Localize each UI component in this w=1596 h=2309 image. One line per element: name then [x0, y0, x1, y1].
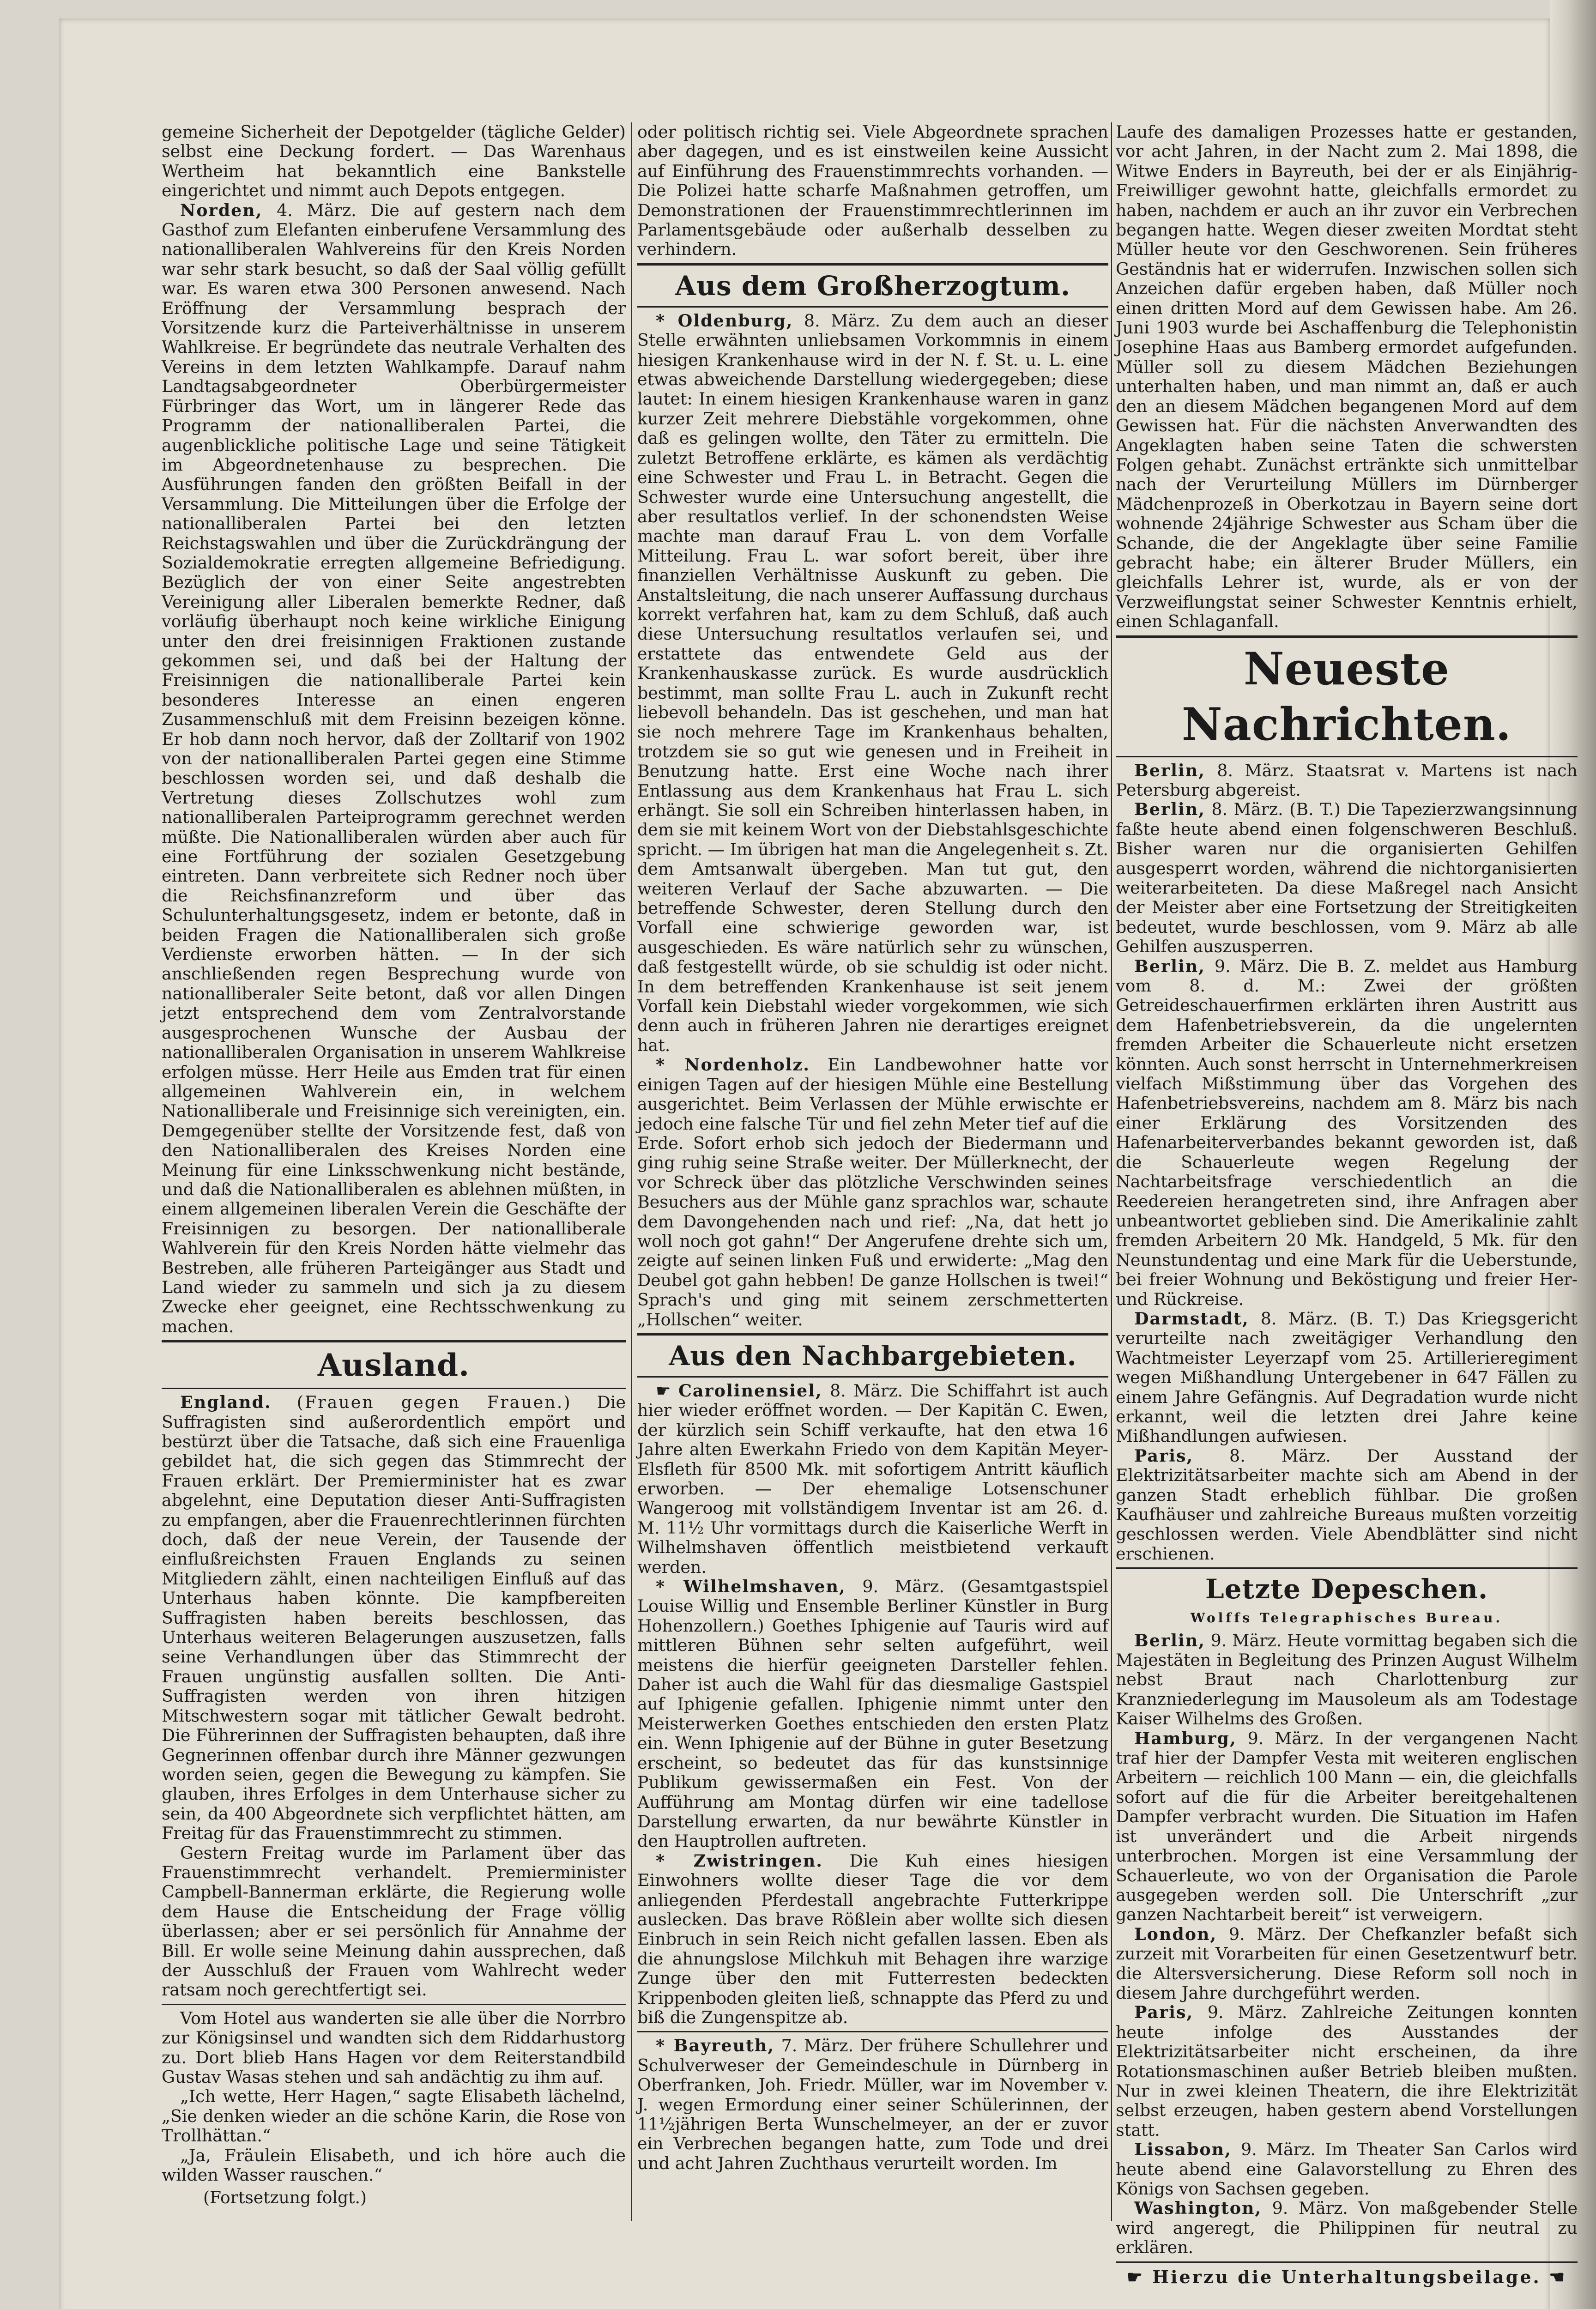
- pointing-hand-icon: ☛: [656, 1380, 671, 1401]
- news-text: 9. März. Der Chefkanzler befaßt sich zurzeit mit Vorarbeiten für einen Gesetzentwurf betr. die Altersversicherung. Diese Reform soll noch in diesem Jahre durchgeführt werden.: [1116, 1924, 1578, 2003]
- article-text: Die Kuh eines hiesigen Einwohners wollte dieser Tage die vor dem anliegenden Pferdestall angebrachte Futterkrippe auslecken. Das brave Rößlein aber wollte sich diesen Einbruch in sein Reich nicht gefallen lassen. Eben als die ahnungslose Milchkuh mit Behagen ihre warzige Zunge über den mit Futterresten bedeckten Krippenboden gleiten ließ, schnappte das Pferd zu und biß die Zungenspitze ab.: [637, 1850, 1108, 2027]
- section-heading-letzte-depeschen: Letzte Depeschen.: [1205, 1573, 1488, 1605]
- dateline: Paris,: [1134, 2002, 1194, 2023]
- news-text: 9. März. Im Theater San Carlos wird heute abend eine Galavorstellung zu Ehren des Königs von Sachsen gegeben.: [1116, 2140, 1578, 2199]
- section-rule: [162, 1388, 626, 1389]
- article-text: 7. März. Der frühere Schullehrer und Schulverweser der Gemeindeschule in Dürnberg in Oberfranken, Joh. Friedr. Müller, war im November v. J. wegen Ermordung einer seiner Schülerinnen, der 11½jährigen Berta Wunschelmeyer, an der er zuvor ein Verbrechen begangen hatte, zum Tode und drei und acht Jahren Zuchthaus verurteilt worden. Im: [637, 2036, 1108, 2173]
- column-rule-2: [1111, 122, 1112, 2221]
- section-rule: [1116, 756, 1578, 757]
- dateline: Lissabon,: [1134, 2140, 1232, 2160]
- news-item: [1116, 2199, 1578, 2257]
- dateline: Washington,: [1134, 2198, 1262, 2218]
- article-carolinensiel: [637, 1381, 1108, 1577]
- paragraph: gemeine Sicherheit der Depotgelder (tägliche Gelder) selbst eine Deckung fordert. — Das Warenhaus Wertheim hat bekanntlich eine Bankstelle eingerichtet und nimmt auch Depots entgegen.: [162, 122, 626, 201]
- subheading: (Frauen gegen Frauen.): [296, 1392, 572, 1413]
- news-text: 9. März. In der vergangenen Nacht traf hier der Dampfer Vesta mit weiteren englischen Arbeitern — reichlich 100 Mann — ein, die gleichfalls sofort auf die für die Arbeiter bereitgehaltenen Dampfer verbracht wurden. Die Situation im Hafen ist unverändert und die Arbeit nirgends unterbrochen. Morgen ist eine Versammlung der Schauerleute, wo von der Organisation die Parole ausgegeben werden soll. Die Unterschrift „zur ganzen Nachtarbeit bereit“ ist verweigern.: [1116, 1728, 1578, 1925]
- dateline: * Oldenburg,: [656, 310, 793, 331]
- story-quote: „Ich wette, Herr Hagen,“ sagte Elisabeth lächelnd, „Sie denken wieder an die schöne Karin, die Rose von Trollhättan.“: [162, 2086, 626, 2146]
- news-text: 9. März. Zahlreiche Zeitungen konnten heute infolge des Ausstandes der Elektrizitätsarbeiter nicht erscheinen, da ihre Rotationsmaschinen außer Betrieb bleiben mußten. Nur in zwei kleinen Theatern, die ihre Elektrizität selbst erzeugen, haben gestern abend Vorstellungen statt.: [1116, 2002, 1578, 2140]
- dateline: Norden,: [180, 200, 263, 220]
- article-text: Ein Landbewohner hatte vor einigen Tagen auf der hiesigen Mühle eine Bestellung ausgerichtet. Beim Verlassen der Mühle erwischte er jedoch eine falsche Tür und fiel zehn Meter tief auf die Erde. Sofort erhob sich jedoch der Biedermann und ging ruhig seine Straße weiter. Der Müllerknecht, der vor Schreck über das plötzliche Verschwinden seines Besuchers aus der Mühle ganz sprachlos war, schaute dem Davongehenden nach und rief: „Na, dat hett jo woll noch got gahn!“ Der Angerufene drehte sich um, zeigte auf seinen linken Fuß und erwiderte: „Mag den Deubel got gahn hebben! De ganze Hollschen is twei!“ Sprach's und ging mit seinem zerschmetterten „Hollschen“ weiter.: [637, 1055, 1108, 1330]
- dateline: * Wilhelmshaven,: [656, 1577, 846, 1597]
- section-rule: [637, 2031, 1108, 2032]
- news-text: 9. März. Die B. Z. meldet aus Hamburg vom 8. d. M.: Zwei der größten Getreideschauerfirmen erklärten ihren Austritt aus dem Hafenbetriebsverein, da die ungelernten fremden Arbeiter die Schauerleute nicht ersetzen könnten. Auch sonst herrscht in Unternehmerkreisen vielfach Mißstimmung über das Vorgehen des Hafenbetriebsvereins, nachdem am 8. März bis nach einer Erklärung des Vorsitzenden des Hafenarbeiterverbandes bekannt geworden ist, daß die Schauerleute wegen Regelung der Nachtarbeitsfrage verschiedentlich an die Reedereien herangetreten sind, ihre Anfragen aber unbeantwortet geblieben sind. Die Amerikalinie zahlt fremden Arbeitern 20 Mk. Handgeld, 5 Mk. für den Neunstundentag und eine Mark für die Ueberstunde, bei freier Wohnung und Beköstigung und freier Her- und Rückreise.: [1116, 956, 1578, 1309]
- news-text: 8. März. Staatsrat v. Martens ist nach Petersburg abgereist.: [1116, 760, 1578, 800]
- news-item: [1116, 1729, 1578, 1925]
- article-nordenholz: [637, 1055, 1108, 1330]
- story-paragraph: Vom Hotel aus wanderten sie alle über die Norrbro zur Königsinsel und wandten sich dem Riddarhustorg zu. Dort blieb Hans Hagen vor dem Reiterstandbild Gustav Wasas stehen und sah andächtig zu ihm auf.: [162, 2008, 626, 2087]
- news-text: 9. März. Heute vormittag begaben sich die Majestäten in Begleitung des Prinzen August Wilhelm nebst Braut nach Charlottenburg zur Kranzniederlegung im Mausoleum als am Todestage Kaiser Wilhelms des Großen.: [1116, 1630, 1578, 1729]
- news-item: [1116, 1446, 1578, 1564]
- pointing-hand-icon: ☚: [1549, 2266, 1567, 2287]
- news-text: 8. März. Der Ausstand der Elektrizitätsarbeiter machte sich am Abend in der ganzen Stadt erheblich fühlbar. Die großen Kaufhäuser und zahlreiche Bureaus mußten vorzeitig geschlossen werden. Viele Abendblätter sind nicht erschienen.: [1116, 1445, 1578, 1564]
- paragraph: oder politisch richtig sei. Viele Abgeordnete sprachen aber dagegen, und es ist einstweilen keine Aussicht auf Einführung des Frauenstimmrechts vorhanden. — Die Polizei hatte scharfe Maßnahmen getroffen, um Demonstrationen der Frauenstimmrechtlerinnen im Parlamentsgebäude oder außerhalb desselben zu verhindern.: [637, 122, 1108, 260]
- dateline: England.: [180, 1392, 272, 1413]
- article-norden: [162, 201, 626, 1337]
- dateline: * Bayreuth,: [656, 2036, 774, 2056]
- section-heading-nachbargebiete: Aus den Nachbargebieten.: [669, 1340, 1077, 1372]
- article-text: 8. März. Zu dem auch an dieser Stelle erwähnten unliebsamen Vorkommnis in einem hiesigen Krankenhause wird in der N. f. St. u. L. eine etwas abweichende Darstellung wiedergegeben; diese lautet: In einem hiesigen Krankenhause waren in ganz kurzer Zeit mehrere Diebstähle vorgekommen, ohne daß es gelingen wollte, den Täter zu ermitteln. Die zuletzt Betroffene erklärte, es kämen als verdächtig eine Schwester und Frau L. in Betracht. Gegen die Schwester wurde eine Untersuchung angestellt, die aber resultatlos verlief. In der schonendsten Weise machte man darauf Frau L. von dem Vorfalle Mitteilung. Frau L. war sofort bereit, über ihre finanziellen Verhältnisse Auskunft zu geben. Die Anstaltsleitung, die nach unserer Auffassung durchaus korrekt verfahren hat, kam zu dem Schluß, daß auch diese Untersuchung resultatlos verlaufen sei, und erstattete das entwendete Geld aus der Krankenhauskasse zurück. Es wurde ausdrücklich bestimmt, man sollte Frau L. auch in Zukunft recht liebevoll behandeln. Das ist geschehen, und man hat sie noch mehrere Tage im Krankenhaus behalten, trotzdem sie so gut wie genesen und in Freiheit in Benutzung hatte. Erst eine Woche nach ihrer Entlassung aus dem Krankenhaus hat Frau L. sich erhängt. Sie soll ein Schreiben hinterlassen haben, in dem sie mit keinem Wort von der Diebstahlsgeschichte spricht. — Im übrigen hat man die Angelegenheit s. Zt. dem Amtsanwalt übergeben. Man tut gut, den weiteren Verlauf der Sache abzuwarten. — Die betreffende Schwester, deren Stellung durch den Vorfall eine schwierige geworden war, ist ausgeschieden. Es wäre natürlich sehr zu wünschen, daß festgestellt würde, ob sie schuldig ist oder nicht. In dem betreffenden Krankenhause ist seit jenem Vorfall kein Diebstahl wieder vorgekommen, wie sich denn auch in früheren Jahren nie derartiges ereignet hat.: [637, 310, 1108, 1055]
- story-quote: „Ja, Fräulein Elisabeth, und ich höre auch die wilden Wasser rauschen.“: [162, 2145, 626, 2185]
- dateline: Paris,: [1134, 1445, 1194, 1466]
- section-heading-grossherzogtum: Aus dem Großherzogtum.: [675, 270, 1071, 302]
- wire-service-label: Wolffs Telegraphisches Bureau.: [1190, 1610, 1503, 1626]
- dateline: Berlin,: [1134, 799, 1205, 820]
- article-text: 9. März. (Gesamtgastspiel Louise Willig und Ensemble Berliner Künstler in Burg Hohenzollern.) Goethes Iphigenie auf Tauris wird auf mittleren Bühnen sehr selten aufgeführt, weil meistens die hierfür geeigneten Darsteller fehlen. Daher ist auch die Wahl für das diesmalige Gastspiel auf Iphigenie gefallen. Iphigenie nimmt unter den Meisterwerken Goethes entschieden den ersten Platz ein. Wenn Iphigenie auf der Bühne in guter Besetzung erscheint, so bedeutet das für das kunstsinnige Publikum gewissermaßen ein Fest. Von der Aufführung am Montag dürfen wir eine tadellose Darstellung erwarten, da nur bewährte Künstler in den Hauptrollen auftreten.: [637, 1577, 1108, 1851]
- article-zwistringen: [637, 1851, 1108, 2028]
- news-text: 9. März. Von maßgebender Stelle wird angeregt, die Philippinen für neutral zu erklären.: [1116, 2198, 1578, 2258]
- section-rule: [637, 306, 1108, 308]
- paragraph: Gestern Freitag wurde im Parlament über das Frauenstimmrecht verhandelt. Premierminister Campbell-Bannerman erklärte, die Regierung wolle dem Hause die Entscheidung der Frage völlig überlassen; aber er sei persönlich für Annahme der Bill. Er wolle seine Meinung dahin aussprechen, daß der Ausschluß der Frauen vom Wahlrecht weder ratsam noch gerechtfertigt sei.: [162, 1843, 626, 2000]
- section-rule: [1116, 1567, 1578, 1569]
- column-3: [1116, 122, 1578, 2287]
- news-item: [1116, 2003, 1578, 2140]
- news-item: [1116, 2140, 1578, 2199]
- section-rule: [637, 263, 1108, 266]
- continuation-note: (Fortsetzung folgt.): [203, 2188, 367, 2208]
- news-item: [1116, 761, 1578, 800]
- article-wilhelmshaven: [637, 1577, 1108, 1851]
- news-text: 8. März. (B. T.) Das Kriegsgericht verurteilte nach zweitägiger Verhandlung den Wachtmeister Leyerzapf vom 25. Artillerieregiment wegen Mißhandlung Untergebener in 647 Fällen zu einem Jahre Gefängnis. Auf Degradation wurde nicht erkannt, weil die letzten drei Jahre keine Mißhandlungen aufwiesen.: [1116, 1308, 1578, 1446]
- news-item: [1116, 1925, 1578, 2003]
- article-oldenburg: [637, 311, 1108, 1055]
- column-1: [162, 122, 626, 2228]
- section-rule: [637, 1376, 1108, 1378]
- dateline: London,: [1134, 1924, 1217, 1944]
- article-england: [162, 1393, 626, 1843]
- dateline: Carolinensiel,: [678, 1380, 822, 1401]
- news-item: [1116, 1631, 1578, 1729]
- supplement-note: [1116, 2267, 1578, 2287]
- news-text: 8. März. (B. T.) Die Tapezierzwangsinnung faßte heute abend einen folgenschweren Beschluß. Bisher waren nur die organisierten Gehilfen ausgesperrt worden, während die nichtorganisierten weiterarbeiteten. Da diese Maßregel nach Ansicht der Meister aber eine Fortsetzung der Streitigkeiten bedeutet, wurde beschlossen, vom 9. März ab alle Gehilfen auszusperren.: [1116, 799, 1578, 957]
- dateline: Berlin,: [1134, 760, 1205, 780]
- news-item: [1116, 957, 1578, 1309]
- section-heading-neueste-nachrichten: Neueste Nachrichten.: [1181, 642, 1512, 750]
- section-rule: [162, 1340, 626, 1342]
- pointing-hand-icon: ☛: [1126, 2266, 1144, 2287]
- article-bayreuth: [637, 2036, 1108, 2173]
- section-rule: [162, 2004, 626, 2005]
- section-rule: [637, 1333, 1108, 1336]
- dateline: Berlin,: [1134, 956, 1205, 976]
- section-rule: [1116, 2261, 1578, 2263]
- dateline: * Zwistringen.: [656, 1850, 823, 1871]
- news-item: [1116, 800, 1578, 956]
- section-heading-ausland: Ausland.: [317, 1347, 470, 1384]
- dateline: Berlin,: [1134, 1630, 1205, 1650]
- column-2: [637, 122, 1108, 2228]
- news-item: [1116, 1309, 1578, 1446]
- paragraph: Laufe des damaligen Prozesses hatte er gestanden, vor acht Jahren, in der Nacht zum 2. Mai 1898, die Witwe Enders in Bayreuth, bei der er als Einjährig-Freiwilliger gewohnt hatte, gleichfalls ermordet zu haben, nachdem er auch an ihr zuvor ein Verbrechen begangen hatte. Wegen dieser zweiten Mordtat steht Müller heute vor den Geschworenen. Sein früheres Geständnis hat er widerrufen. Inzwischen sollen sich Anzeichen dafür ergeben haben, daß Müller noch einen dritten Mord auf dem Gewissen habe. Am 26. Juni 1903 wurde bei Aschaffenburg die Telephonistin Josephine Haas aus Bamberg ermordet aufgefunden. Müller soll zu diesem Mädchen Beziehungen unterhalten haben, und man nimmt an, daß er auch den an diesem Mädchen begangenen Mord auf dem Gewissen hat. Für die nächsten Anverwandten des Angeklagten haben seine Taten die schwersten Folgen gehabt. Zunächst ertränkte sich unmittelbar nach der Verurteilung Müllers im Dürnberger Mädchenprozeß in Oberkotzau in Bayern seine dort wohnende 24jährige Schwester aus Scham über die Schande, die der Angeklagte über seine Familie gebracht habe; ein älterer Bruder Müllers, ein gleichfalls Lehrer ist, wurde, als er von der Verzweiflungstat seiner Schwester Kenntnis erhielt, einen Schlaganfall.: [1116, 122, 1578, 632]
- article-text: Die Suffragisten sind außerordentlich empört und bestürzt über die Tatsache, daß sich eine Frauenliga gebildet hat, die sich gegen das Stimmrecht der Frauen erklärt. Der Premierminister hat es zwar abgelehnt, eine Deputation dieser Anti-Suffragisten zu empfangen, aber die Frauenrechtlerinnen fürchten doch, daß der neue Verein, der Tausende der einflußreichsten Frauen Englands zu seinen Mitgliedern zählt, einen nachteiligen Einfluß auf das Unterhaus haben könnte. Die kampfbereiten Suffragisten haben bereits beschlossen, das Unterhaus weiteren Belagerungen auszusetzen, falls seine Verhandlungen über das Stimmrecht der Frauen ungünstig ausfallen sollten. Die Anti-Suffragisten werden von ihren hitzigen Mitschwestern sogar mit tätlicher Gewalt bedroht. Die Führerinnen der Suffragisten behaupten, daß ihre Gegnerinnen offenbar durch ihre Männer gezwungen worden seien, gegen die Bewegung zu kämpfen. Sie glauben, ihres Erfolges in dem Unterhause sicher zu sein, da 400 Abgeordnete sich verpflichtet hätten, am Freitag für das Frauenstimmrecht zu stimmen.: [162, 1392, 626, 1844]
- dateline: * Nordenholz.: [656, 1055, 810, 1075]
- column-rule-1: [631, 122, 632, 2221]
- article-text: 8. März. Die Schiffahrt ist auch hier wieder eröffnet worden. — Der Kapitän C. Ewen, der kürzlich sein Schiff verkaufte, hat den etwa 16 Jahre alten Ewerkahn Friedo von dem Kapitän Meyer-Elsfleth für 8500 Mk. mit sofortigem Antritt käuflich erworben. — Der ehemalige Lotsenschuner Wangeroog mit vollständigem Inventar ist am 26. d. M. 11½ Uhr vormittags durch die Kaiserliche Werft in Wilhelmshaven öffentlich meistbietend verkauft werden.: [637, 1380, 1108, 1577]
- supplement-note-text: Hierzu die Unterhaltungsbeilage.: [1152, 2266, 1541, 2287]
- dateline: Hamburg,: [1134, 1728, 1237, 1748]
- article-text: 4. März. Die auf gestern nach dem Gasthof zum Elefanten einberufene Versammlung des nationalliberalen Wahlvereins für den Kreis Norden war sehr stark besucht, so daß der Saal völlig gefüllt war. Es waren etwa 300 Personen anwesend. Nach Eröffnung der Versammlung besprach der Vorsitzende kurz die Parteiverhältnisse in unserem Wahlkreise. Er begründete das neutrale Verhalten des Vereins in dem letzten Wahlkampfe. Darauf nahm Landtagsabgeordneter Oberbürgermeister Fürbringer das Wort, um in längerer Rede das Programm der nationalliberalen Partei, die augenblickliche politische Lage und seine Tätigkeit im Abgeordnetenhause zu besprechen. Die Ausführungen fanden den größten Beifall in der Versammlung. Die Mitteilungen über die Erfolge der nationalliberalen Partei bei den letzten Reichstagswahlen und über die Zurückdrängung der Sozialdemokratie erregten allgemeine Befriedigung. Bezüglich der von einer Seite angestrebten Vereinigung aller Liberalen bemerkte Redner, daß vorläufig überhaupt noch keine wirkliche Einigung unter den drei freisinnigen Fraktionen zustande gekommen sei, und daß bei der Haltung der Freisinnigen die nationalliberale Partei kein besonderes Interesse an einen engeren Zusammenschluß mit dem Freisinn bezeigen könne. Er hob dann noch hervor, daß der Zolltarif von 1902 von der nationalliberalen Partei gegen eine Stimme beschlossen worden sei, und daß deshalb die Vertretung dieses Zollschutzes wohl zum nationalliberalen Parteiprogramm gerechnet werden müßte. Die Nationalliberalen würden aber auch für eine Fortführung der sozialen Gesetzgebung eintreten. Dann verbreitete sich Redner noch über die Reichsfinanzreform und über das Schulunterhaltungsgesetz, indem er betonte, daß in beiden Fragen die Nationalliberalen sich große Verdienste erworben hätten. — In der sich anschließenden regen Besprechung wurde von nationalliberaler Seite betont, daß vor allen Dingen jetzt entsprechend dem vom Zentralvorstande ausgesprochenen Wunsche der Ausbau der nationalliberalen Organisation in unserem Wahlkreise erfolgen müsse. Herr Heile aus Emden trat für einen allgemeinen Wahlverein ein, in welchem Nationalliberale und Freisinnige sich vereinigten, ein. Demgegenüber stellte der Vorsitzende fest, daß von den Nationalliberalen des Kreises Norden eine Meinung für eine Linksschwenkung nicht bestände, und daß die Nationalliberalen es ablehnen müßten, in einem allgemeinen liberalen Verein die Geschäfte der Freisinnigen zu besorgen. Der nationalliberale Wahlverein für den Kreis Norden hätte vielmehr das Bestreben, alle früheren Parteigänger aus Stadt und Land wieder zu sammeln und sich ja zu diesem Zwecke eher geeignet, eine Rechtsschwenkung zu machen.: [162, 200, 626, 1336]
- dateline: Darmstadt,: [1134, 1308, 1249, 1329]
- section-rule: [1116, 635, 1578, 638]
